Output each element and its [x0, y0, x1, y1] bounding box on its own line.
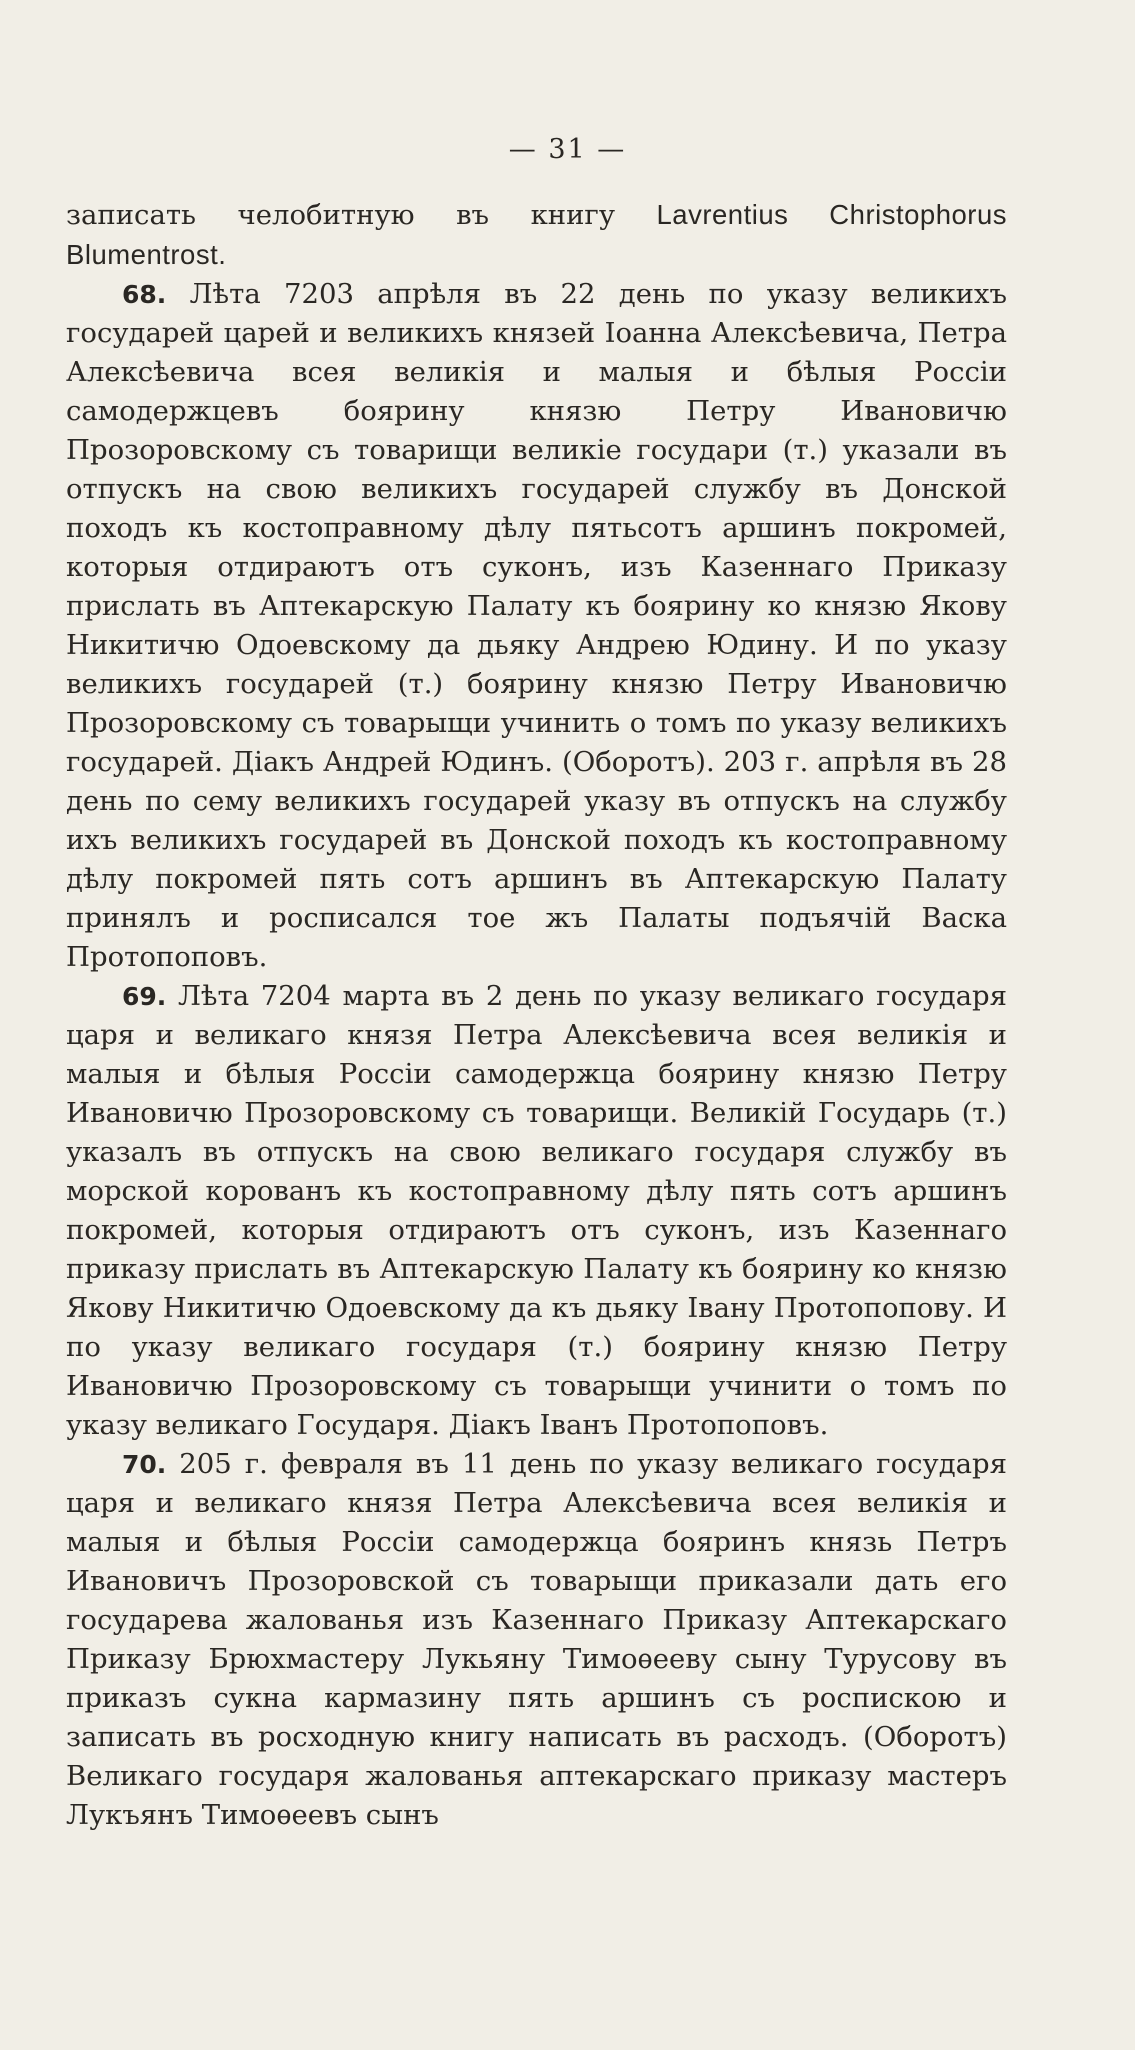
latin-name: Lavrentius Christophorus Blumentrost. [66, 199, 1007, 270]
page-number: — 31 — [508, 134, 627, 165]
entry-text: 205 г. февраля въ 11 день по указу великаго государя царя и великаго князя Петра Алексѣевича всея великія и малыя и бѣлыя Россіи самодержца бояринъ князь Петръ Ивановичъ Прозоровской съ товарыщи приказали дать его государева жалованья изъ Казеннаго Приказу Аптекарскаго Приказу Брюхмастеру Лукьяну Тимоѳееву сыну Турусову въ приказъ сукна кармазину пять аршинъ съ роспискою и записать въ росходную книгу написать въ расходъ. (Оборотъ) Великаго государя жалованья аптекарскаго приказу мастеръ Лукъянъ Тимоѳеевъ сынъ [66, 1448, 1007, 1831]
page-text [66, 195, 1007, 1835]
continuation-text: записать челобитную въ книгу [66, 199, 657, 231]
entry-text: Лѣта 7203 апрѣля въ 22 день по указу великихъ государей царей и великихъ князей Іоанна Алексѣевича, Петра Алексѣевича всея великія и малыя и бѣлыя Россіи самодержцевъ боярину князю Петру Ивановичю Прозоровскому съ товарищи великіе государи (т.) указали въ отпускъ на свою великихъ государей службу въ Донской походъ къ костоправному дѣлу пятьсотъ аршинъ покромей, которыя отдираютъ отъ суконъ, изъ Казеннаго Приказу прислать въ Аптекарскую Палату къ боярину ко князю Якову Никитичю Одоевскому да дьяку Андрею Юдину. И по указу великихъ государей (т.) боярину князю Петру Ивановичю Прозоровскому съ товарыщи учинить о томъ по указу великихъ государей. Діакъ Андрей Юдинъ. (Оборотъ). 203 г. апрѣля въ 28 день по сему великихъ государей указу въ отпускъ на службу ихъ великихъ государей въ Донской походъ къ костоправному дѣлу покромей пять сотъ аршинъ въ Аптекарскую Палату принялъ и росписался тое жъ Палаты подъячій Васка Протопоповъ. [66, 278, 1007, 973]
entry-number: 70. [122, 1450, 167, 1479]
entry-number: 69. [122, 982, 167, 1011]
entry-69 [66, 977, 1007, 1445]
entry-68 [66, 275, 1007, 977]
entry-number: 68. [122, 280, 167, 309]
paragraph-continuation [66, 195, 1007, 275]
entry-70 [66, 1445, 1007, 1835]
entry-text: Лѣта 7204 марта въ 2 день по указу великаго государя царя и великаго князя Петра Алексѣевича всея великія и малыя и бѣлыя Россіи самодержца боярину князю Петру Ивановичю Прозоровскому съ товарищи. Великій Государь (т.) указалъ въ отпускъ на свою великаго государя службу въ морской корованъ къ костоправному дѣлу пять сотъ аршинъ покромей, которыя отдираютъ отъ суконъ, изъ Казеннаго приказу прислать въ Аптекарскую Палату къ боярину ко князю Якову Никитичю Одоевскому да къ дьяку Івану Протопопову. И по указу великаго государя (т.) боярину князю Петру Ивановичю Прозоровскому съ товарыщи учинити о томъ по указу великаго Государя. Діакъ Іванъ Протопоповъ. [66, 980, 1007, 1441]
